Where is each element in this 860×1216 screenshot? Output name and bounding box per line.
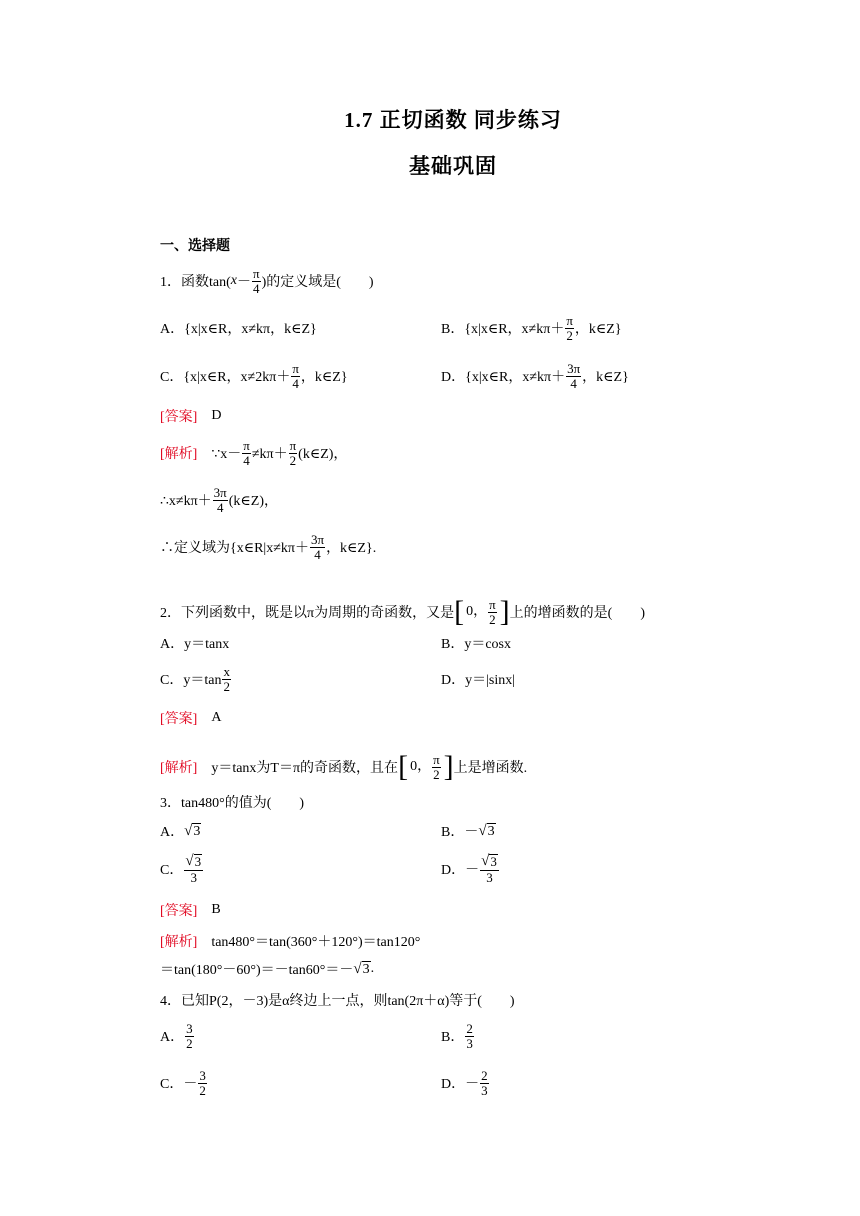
q4-option-c: C．－ $\frac{3}{2}$ [160,1067,206,1098]
q2-option-d: D．y＝|sinx| [441,673,516,688]
q1-option-d: D．{x|x∈R，x≠kπ＋ $\frac{3\pi}{4}$ ，k∈Z} [441,360,629,391]
page-subtitle: 基础巩固 [409,154,497,178]
page-title: 1.7 正切函数 同步练习 [344,108,562,132]
q3-option-a: A． √ 3 [160,822,201,840]
q4-stem: 4． 已知P(2，－3)是α终边上一点，则tan(2π＋α)等于( ) [160,994,515,1009]
q1-answer: [答案] D [160,408,222,425]
q1-option-c: C．{x|x∈R，x≠2kπ＋ $\frac{\pi}{4}$ ，k∈Z} [160,360,348,391]
q2-option-a: A．y＝tanx [160,637,230,652]
q1-analysis-line1: [解析] ∵x－ $\frac{\pi}{4}$ ≠kπ＋ $\frac{\pi}{2}$ (k∈Z)， [160,437,348,468]
q3-option-d: D．－ √ 3 3 [441,852,497,885]
q3-option-c: C． √ 3 3 [160,852,202,885]
q3-option-b: B．－ √ 3 [441,822,495,840]
section-heading: 一、选择题 [160,239,230,254]
q2-stem: 2． 下列函数中，既是以π为周期的奇函数，又是 [ 0， $\frac{\pi}{2}$ ] 上的增函数的是( ) [160,595,645,628]
q3-answer: [答案] B [160,902,221,919]
q2-option-b: B．y＝cosx [441,637,511,652]
interval-bracket: [ 0， $\frac{\pi}{2}$ ] [454,595,510,628]
q2-answer: [答案] A [160,710,222,727]
q4-option-b: B． $\frac{2}{3}$ [441,1020,473,1051]
q1-analysis-line3: ∴定义域为{x∈R|x≠kπ＋ $\frac{3\pi}{4}$ ，k∈Z}. [160,531,377,562]
q3-analysis-line1: [解析] tan480°＝tan(360°＋120°)＝tan120° [160,935,421,950]
fraction: $\frac{\pi}{4}$ [252,265,260,296]
q3-analysis-line2: ＝tan(180°－60°)＝－tan60°＝－ √ 3 . [160,960,375,978]
q4-option-d: D．－ $\frac{2}{3}$ [441,1067,488,1098]
q4-option-a: A． $\frac{3}{2}$ [160,1020,193,1051]
q2-option-c: C．y＝tan $\frac{x}{2}$ [160,663,230,694]
q1-option-b: B．{x|x∈R，x≠kπ＋ $\frac{\pi}{2}$ ，k∈Z} [441,312,622,343]
q1-option-a: A．{x|x∈R，x≠kπ，k∈Z} [160,322,317,337]
q2-analysis: [解析] y＝tanx为T＝π的奇函数，且在 [ 0， $\frac{\pi}{2}$ ] 上是增函数. [160,750,528,783]
q1-analysis-line2: ∴x≠kπ＋ $\frac{3\pi}{4}$ (k∈Z)， [160,484,278,515]
q1-stem: 1． 函数tan( x － $\frac{\pi}{4}$ )的定义域是( ) [160,265,374,296]
q3-stem: 3． tan480°的值为( ) [160,796,305,811]
